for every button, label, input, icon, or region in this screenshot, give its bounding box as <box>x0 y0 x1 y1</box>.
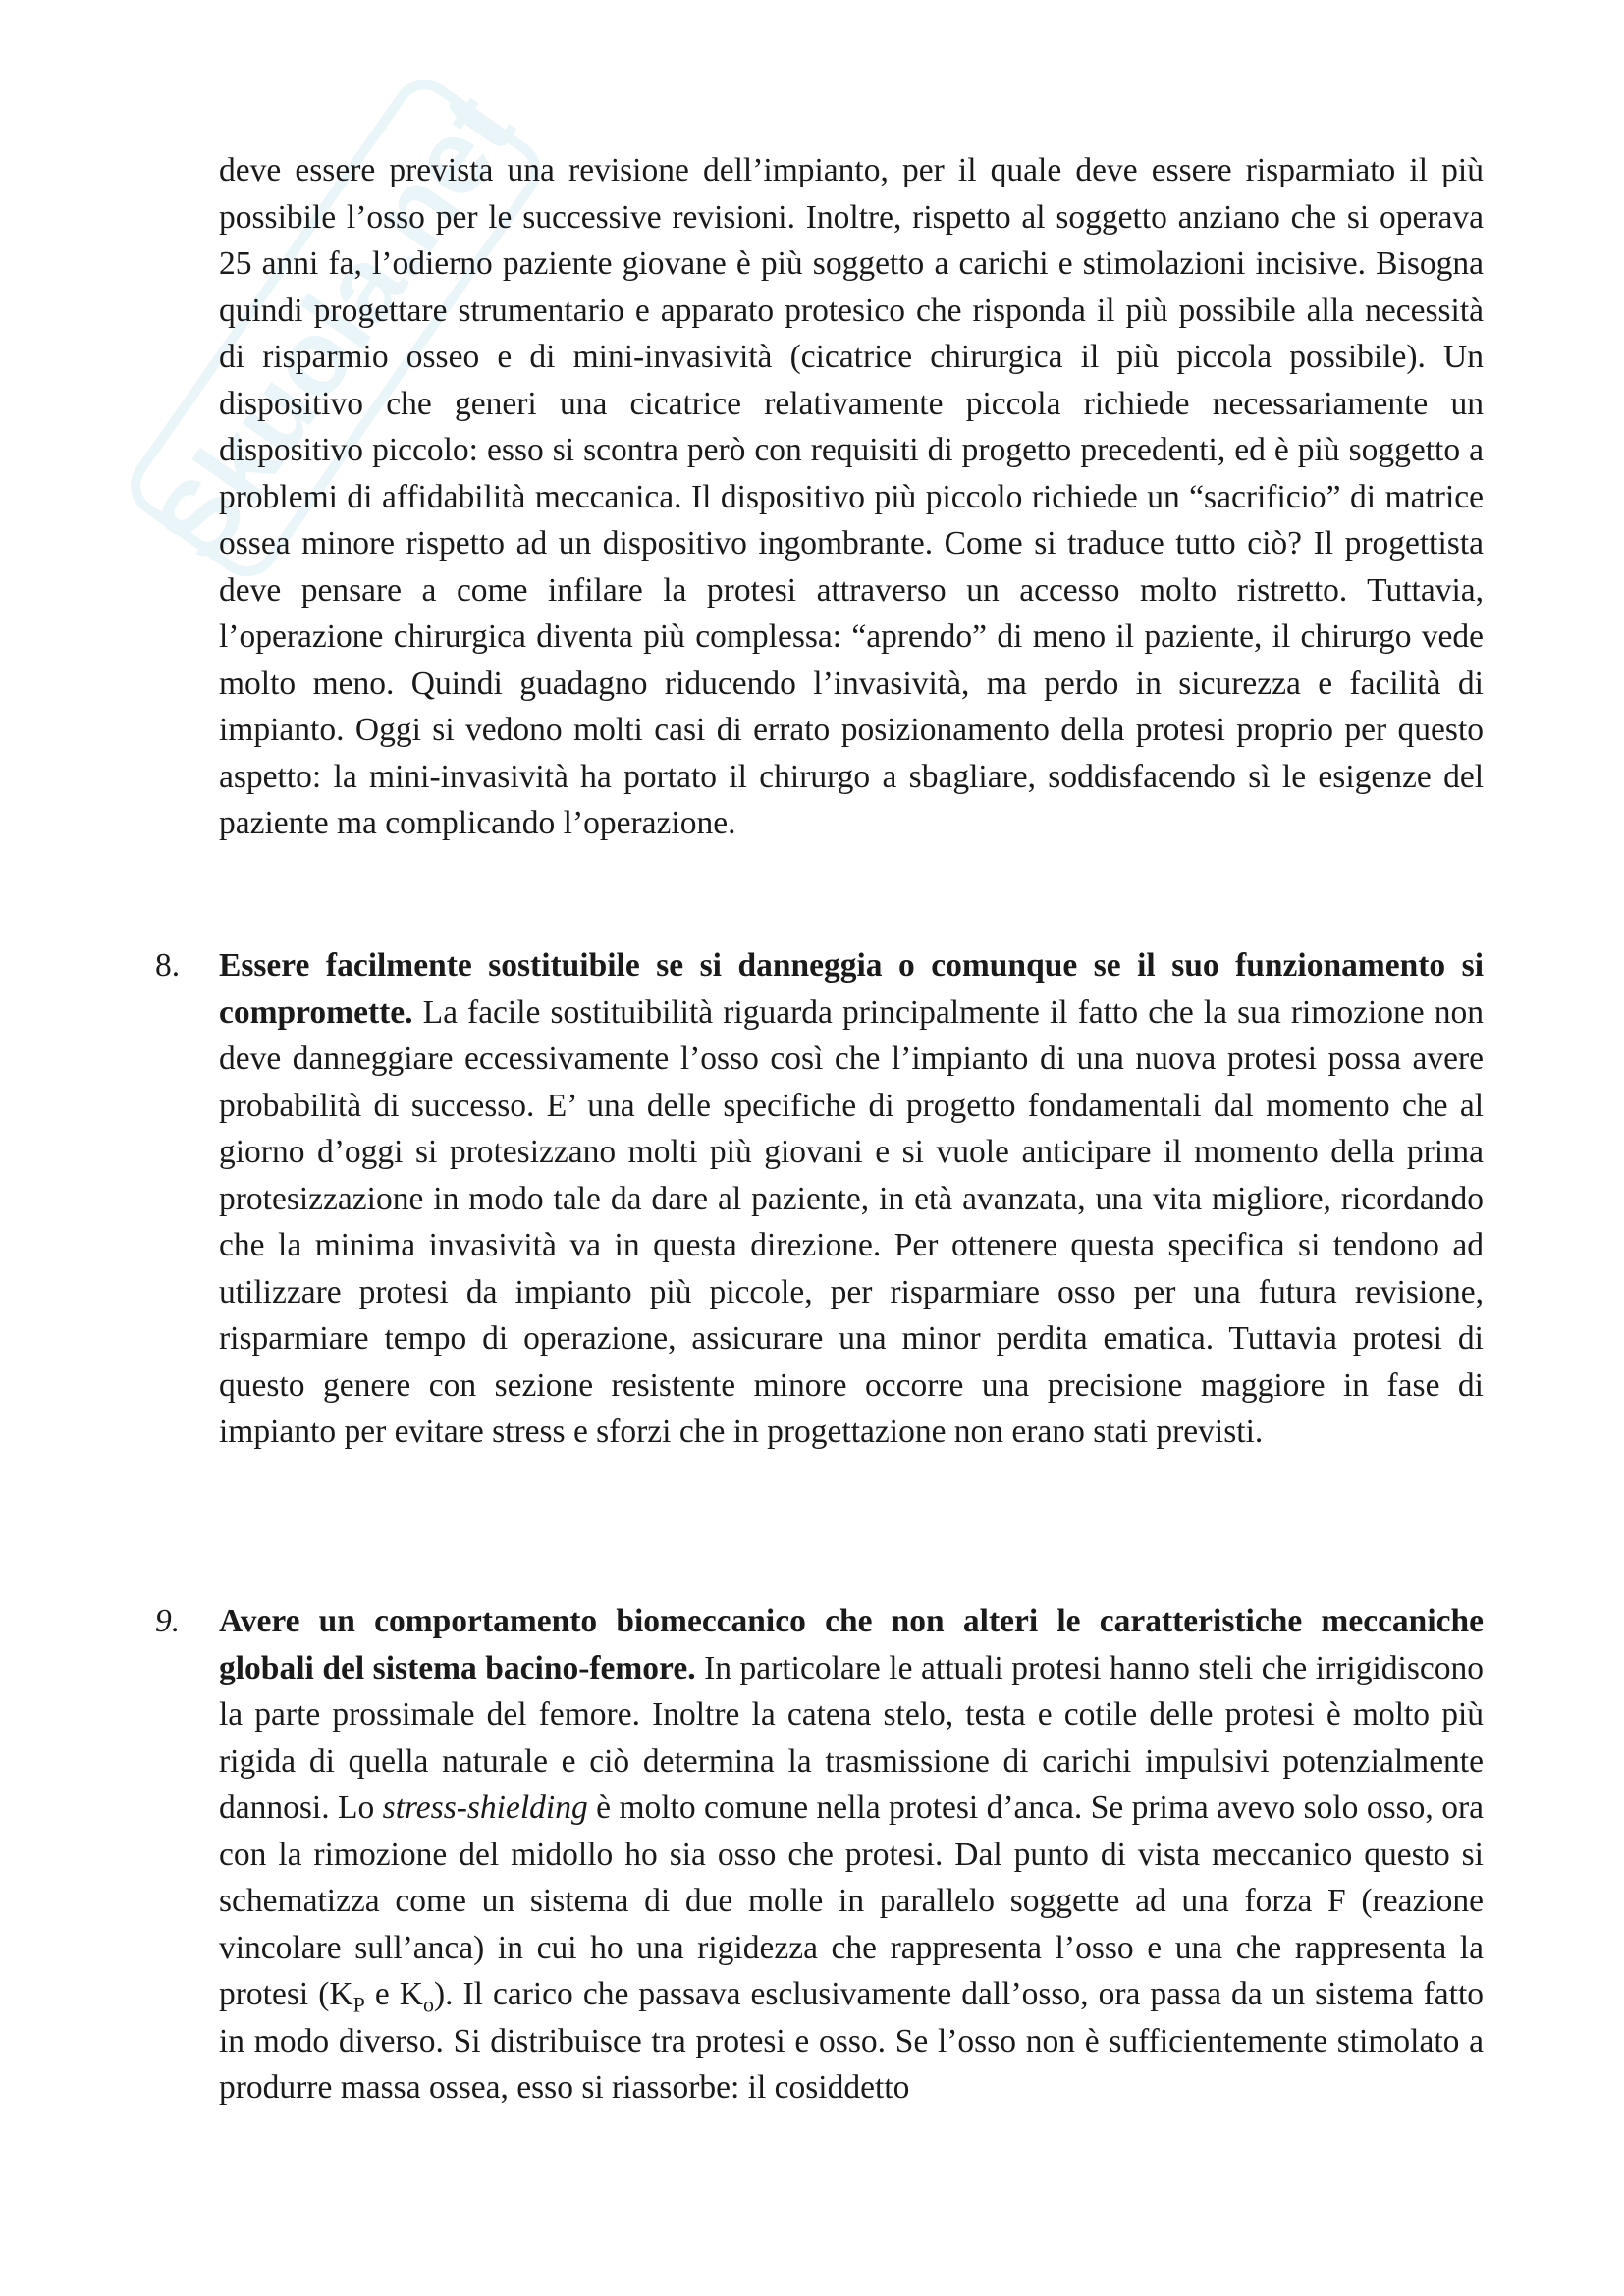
item-number: 8. <box>155 947 181 984</box>
watermark-text: Skuola.net <box>131 73 536 581</box>
item-body-part-c: e K <box>364 1976 423 2012</box>
subscript-p: P <box>352 1992 365 2017</box>
item-body-part-a: In particolare le attuali protesi hanno steli che irrigidiscono la parte prossimale del femore. Inoltre la catena stelo, testa e cotile delle protesi è molto più rigida di quella naturale e ciò determina la trasmissione di carichi impulsivi potenzialmente dannosi. Lo <box>219 1649 1484 1826</box>
intro-paragraph: deve essere prevista una revisione dell’impianto, per il quale deve essere risparmiato il più possibile l’osso per le successive revisioni. Inoltre, rispetto al soggetto anziano che si operava 25 anni fa, l’odierno paziente giovane è più soggetto a carichi e stimolazioni incisive. Bisogna quindi progettare strumentario e apparato protesico che risponda il più possibile alla necessità di risparmio osseo e di mini-invasività (cicatrice chirurgica il più piccola possibile). Un dispositivo che generi una cicatrice relativamente piccola richiede necessariamente un dispositivo piccolo: esso si scontra però con requisiti di progetto precedenti, ed è più soggetto a problemi di affidabilità meccanica. Il dispositivo più piccolo richiede un “sacrificio” di matrice ossea minore rispetto ad un dispositivo ingombrante. Come si traduce tutto ciò? Il progettista deve pensare a come infilare la protesi attraverso un accesso molto ristretto. Tuttavia, l’operazione chirurgica diventa più complessa: “aprendo” di meno il paziente, il chirurgo vede molto meno. Quindi guadagno riducendo l’invasività, ma perdo in sicurezza e facilità di impianto. Oggi si vedono molti casi di errato posizionamento della protesi proprio per questo aspetto: la mini-invasività ha portato il chirurgo a sbagliare, soddisfacendo sì le esigenze del paziente ma complicando l’operazione. <box>219 152 1484 841</box>
item-body: La facile sostituibilità riguarda principalmente il fatto che la sua rimozione non deve danneggiare eccessivamente l’osso così che l’impianto di una nuova protesi possa avere probabilità di successo. E’ una delle specifiche di progetto fondamentali dal momento che al giorno d’oggi si protesizzano molti più giovani e si vuole anticipare il momento della prima protesizzazione in modo tale da dare al paziente, in età avanzata, una vita migliore, ricordando che la minima invasività va in questa direzione. Per ottenere questa specifica si tendono ad utilizzare protesi da impianto più piccole, per risparmiare osso per una futura revisione, risparmiare tempo di operazione, assicurare una minor perdita ematica. Tuttavia protesi di questo genere con sezione resistente minore occorre una precisione maggiore in fase di impianto per evitare stress e sforzi che in progettazione non erano stati previsti. <box>219 993 1484 1450</box>
list-item-9 <box>155 1598 1485 2111</box>
item-heading: Avere un comportamento biomeccanico che non alteri le caratteristiche meccaniche globali del sistema bacino-femore. <box>219 1603 1484 1686</box>
item-number: 9. <box>155 1603 181 1639</box>
subscript-o: o <box>422 1992 434 2017</box>
italic-term: stress-shielding <box>382 1789 588 1826</box>
list-item-8 <box>155 942 1484 1456</box>
item-body-part-b: è molto comune nella protesi d’anca. Se prima avevo solo osso, ora con la rimozione del midollo ho sia osso che protesi. Dal punto di vista meccanico questo si schematizza come un sistema di due molle in parallelo soggette ad una forza F (reazione vincolare sull’anca) in cui ho una rigidezza che rappresenta l’osso e una che rappresenta la protesi (K <box>219 1789 1484 2012</box>
item-body-part-d: ). Il carico che passava esclusivamente dall’osso, ora passa da un sistema fatto in modo diverso. Si distribuisce tra protesi e osso. Se l’osso non è sufficientemente stimolato a produrre massa ossea, esso si riassorbe: il cosiddetto <box>219 1976 1485 2106</box>
item-heading: Essere facilmente sostituibile se si danneggia o comunque se il suo funzionamento si compromette. <box>219 947 1484 1031</box>
